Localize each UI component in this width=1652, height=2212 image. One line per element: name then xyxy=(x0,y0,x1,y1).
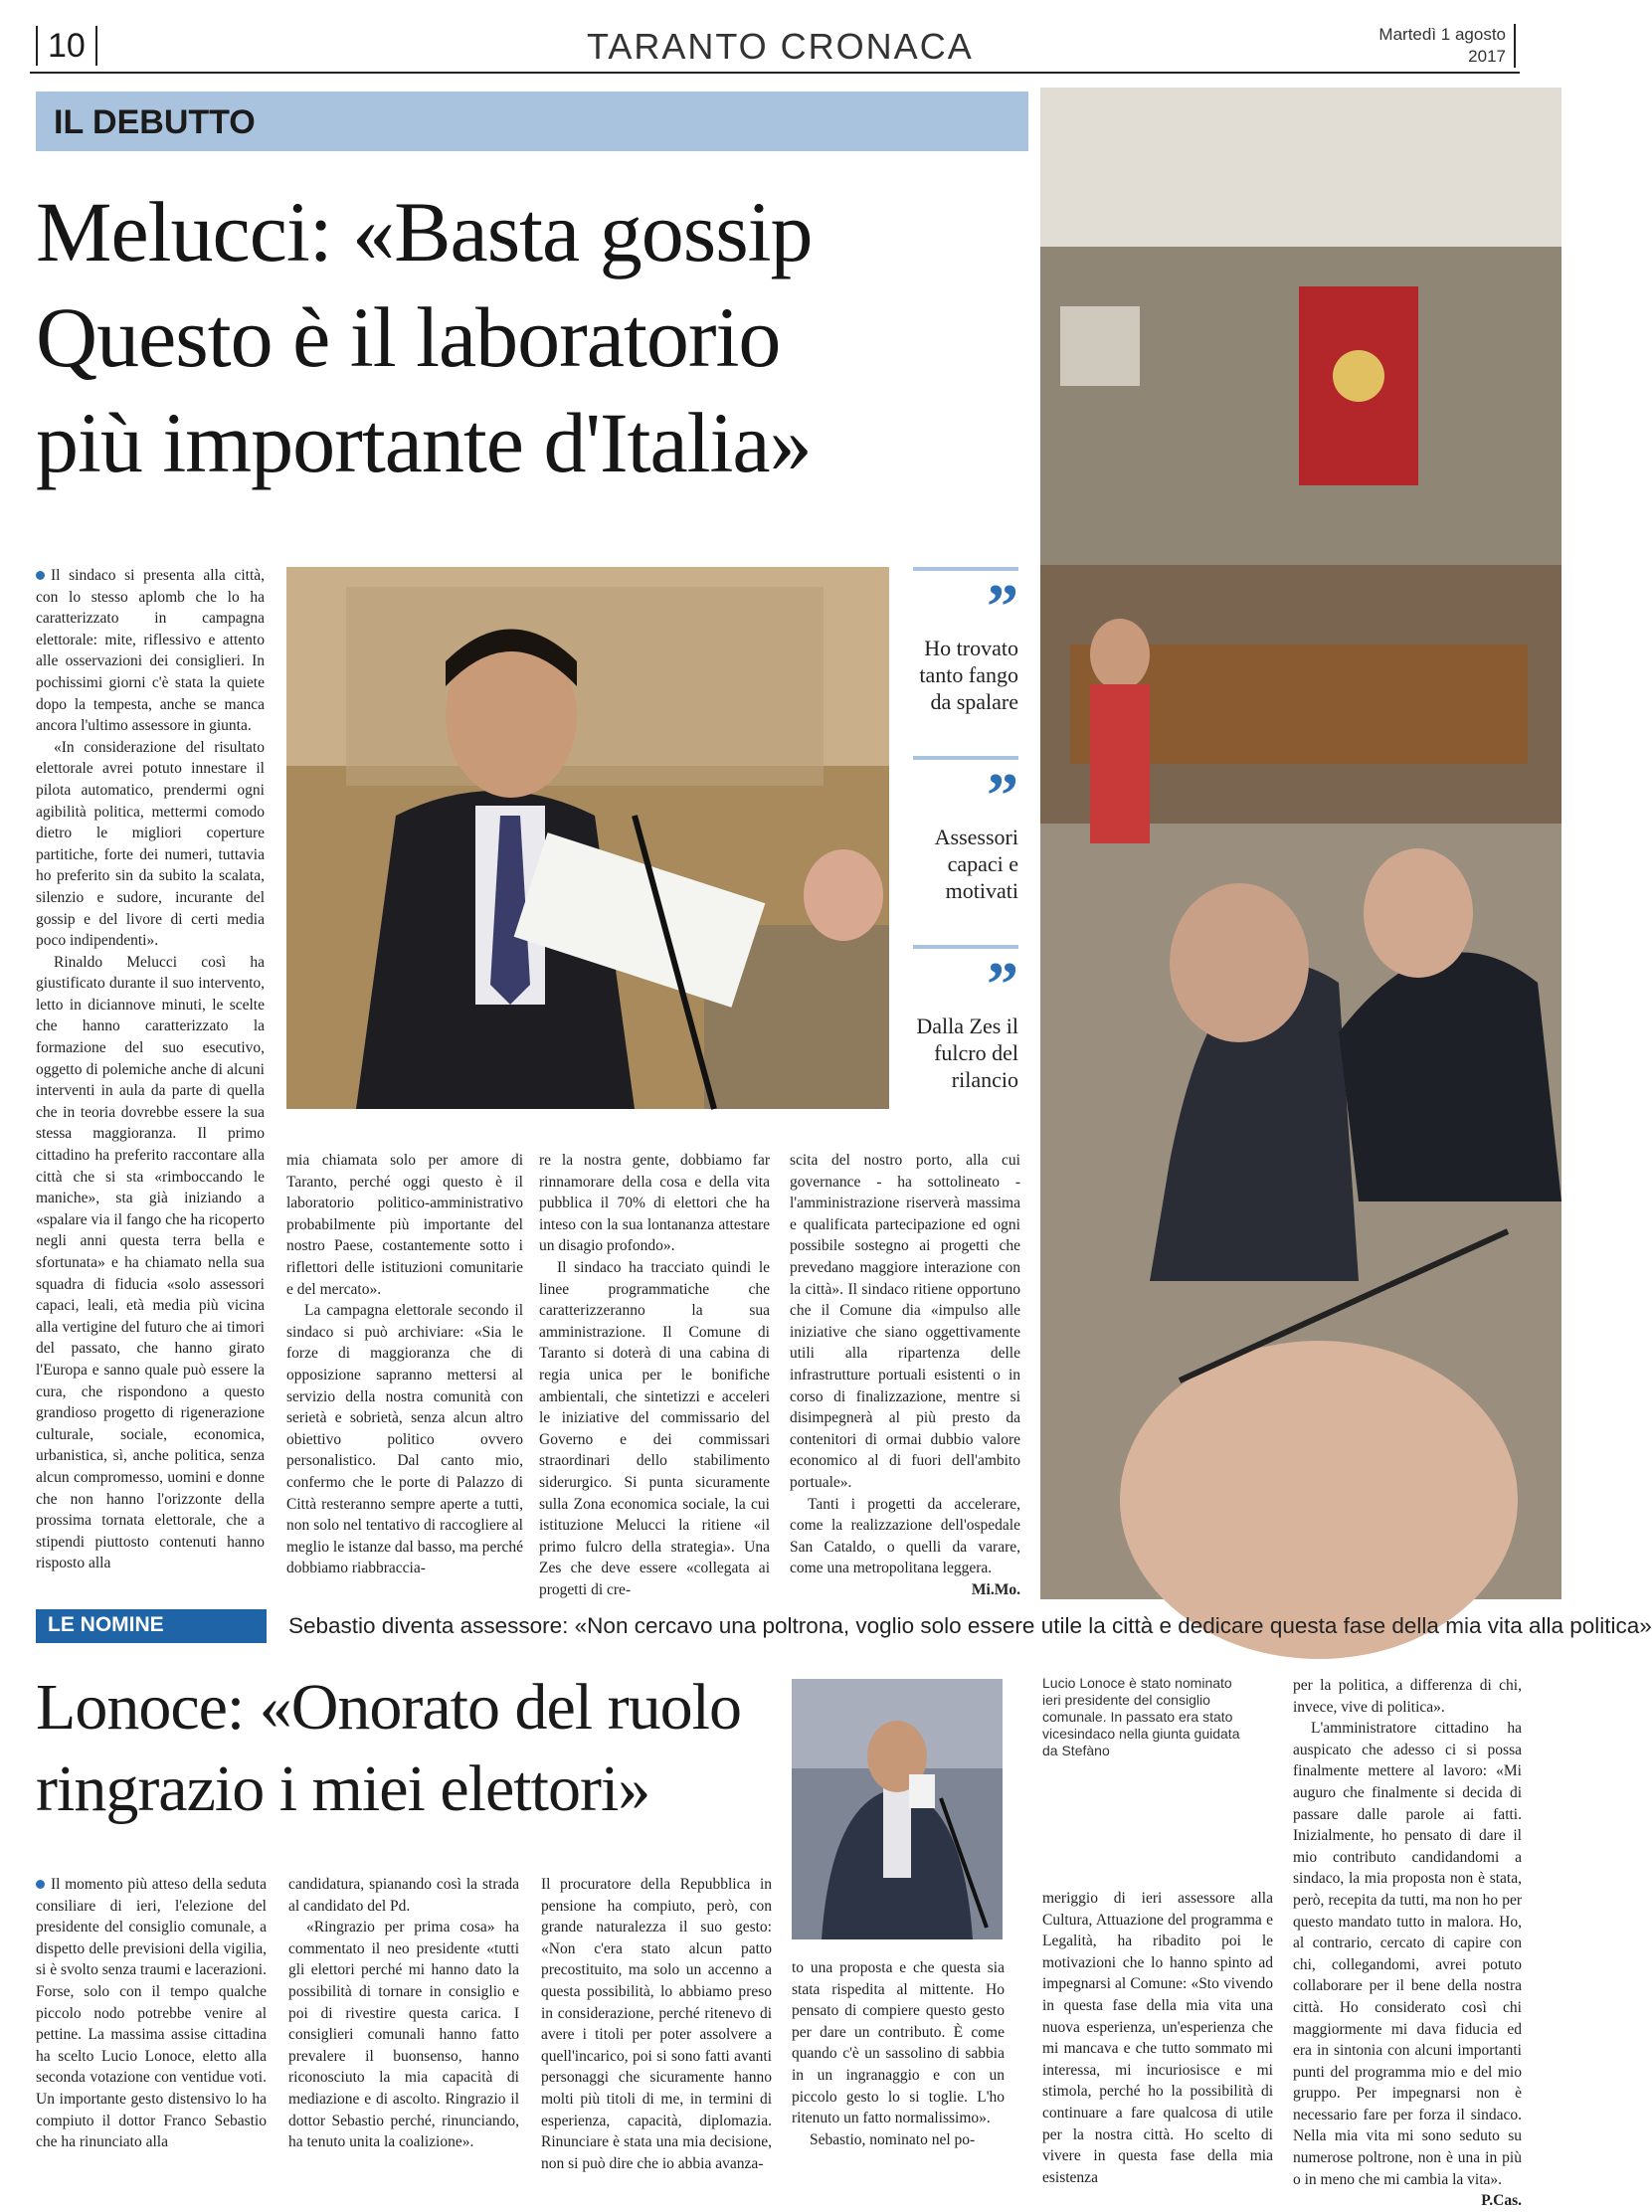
paragraph xyxy=(36,1874,267,2153)
pullquote xyxy=(913,567,1018,715)
paragraph: Il sindaco ha tracciato quindi le linee programmatiche che caratterizzeranno la sua amministrazione. Il Comune di Taranto si doterà di una cabina di regia unica per le bonifiche ambientali, che sintetizzi e acceleri le iniziative del commissario del Governo e dei commissari straordinari dello stabilimento siderurgico. Si punta sicuramente sulla Zona economica sociale, la cui istituzione Melucci la ritiene «il primo fulcro della strategia». Una Zes che deve essere «collegata ai progetti di cre- xyxy=(539,1258,770,1598)
photo-lonoce xyxy=(792,1679,1003,1939)
page-number: 10 xyxy=(36,26,97,66)
section-title: Sebastio diventa assessore: «Non cercavo una poltrona, voglio solo essere utile la città e dedicare questa fase della mia vita alla politica» xyxy=(288,1613,1652,1638)
pullquote xyxy=(913,945,1018,1093)
paragraph: per la politica, a differenza di chi, invece, vive di politica». xyxy=(1293,1677,1522,1716)
quote-mark-icon: ” xyxy=(987,760,1018,830)
paragraph: candidatura, spianando così la strada al candidato del Pd. xyxy=(288,1876,519,1915)
paragraph-text: Il sindaco si presenta alla città, con lo stesso aplomb che lo ha caratterizzato in campagna elettorale: mite, riflessivo e attento alle osservazioni dei consiglieri. In pochissimi giorni c'è stata la quiete dopo la tempesta, anche se manca ancora l'ultimo assessore in giunta. xyxy=(36,567,265,735)
paragraph: «Ringrazio per prima cosa» ha commentato il neo presidente «tutti gli elettori perché mi hanno dato la possibilità di tornare in consiglio e poi di rivestire questa carica. I consiglieri comunali hanno fatto prevalere il buonsenso, hanno riconosciuto la mia capacità di mediazione e di ascolto. Ringrazio il dottor Sebastio perché, rinunciando, ha tenuto unita la coalizione». xyxy=(288,1919,519,2151)
paragraph: La campagna elettorale secondo il sindaco si può archiviare: «Sia le forze di maggioranza che di opposizione sapranno mettersi al servizio della nostra comunità con serietà e sobrietà, senza alcun altro obiettivo politico ovvero personalistico. Dal canto mio, confermo che le porte di Palazzo di Città resteranno sempre aperte a tutti, non solo nel tentativo di raccogliere al meglio le istanze dal basso, ma perché dobbiamo riabbraccia- xyxy=(286,1302,524,1577)
issue-date-line2: 2017 xyxy=(1468,47,1506,66)
article2-headline-line: Lonoce: «Onorato del ruolo xyxy=(36,1671,741,1744)
bullet-icon xyxy=(36,1880,45,1889)
paragraph: meriggio di ieri assessore alla Cultura, Attuazione del programma e Legalità, ha ribadito poi le motivazioni che lo hanno spinto ad impegnarsi al Comune: «Sto vivendo in questa fase della mia vita una nuova esperienza, un'esperienza che mi mancava e che tutto sommato mi interessa, mi incuriosisce e mi stimola, perché ho la possibilità di continuare a fare qualcosa di utile per la nostra città. Ho scelto di vivere in questa fase della mia esistenza xyxy=(1042,1890,1273,2186)
article1-col4 xyxy=(790,1150,1020,1600)
section-label: LE NOMINE xyxy=(48,1613,164,1636)
article2-col6 xyxy=(1293,1675,1522,2212)
paragraph: Rinaldo Melucci così ha giustificato durante il suo intervento, letto in diciannove minuti, le scelte che hanno caratterizzato la formazione del suo esecutivo, oggetto di polemiche anche di alcuni interventi in aula da parte di quella che in teoria dovrebbe essere la sua stessa maggioranza. Il primo cittadino ha preferito raccontare alla città che si sta «rimboccando le maniche», sta già iniziando a «spalare via il fango che ha ricoperto negli anni questa terra bella e sfortunata» e ha chiamato nella sua squadra di fiducia «solo assessori capaci, leali, età media più vicina alla vertigine del futuro che ai timori del passato, che hanno girato l'Europa e sanno quale può essere la cura, che rispondono a questo grandioso progetto di rigenerazione culturale, sociale, economica, urbanistica, sì, anche politica, senza alcun compromesso, uomini e donne che non hanno l'orizzonte della prossima tornata elettorale, che a stipendi piuttosto contenuti hanno risposto alla xyxy=(36,953,265,1572)
article1-signature: Mi.Mo. xyxy=(971,1580,1020,1598)
photo-caption: Lucio Lonoce è stato nominato ieri presidente del consiglio comunale. In passato era stato vicesindaco nella giunta guidata da Stefàno xyxy=(1042,1675,1240,1758)
article1-headline xyxy=(36,179,1030,495)
photo-lonoce-illustration xyxy=(792,1679,1003,1939)
article1-headline-line: più importante d'Italia» xyxy=(36,395,812,490)
paragraph: mia chiamata solo per amore di Taranto, perché oggi questo è il laboratorio politico-amministrativo probabilmente più importante del nostro Paese, costantemente sotto i riflettori delle istituzioni comunitarie e del mercato». xyxy=(286,1152,523,1298)
paragraph: re la nostra gente, dobbiamo far rinnamorare della cosa e della vita pubblica il 70% di elettori che ha inteso con la sua lontananza attestare un disagio profondo». xyxy=(539,1152,770,1255)
paragraph: Tanti i progetti da accelerare, come la realizzazione dell'ospedale San Cataldo, o quelli da varare, come una metropolitana leggera. xyxy=(790,1495,1020,1577)
photo-council-illustration xyxy=(1040,88,1561,1599)
bullet-icon xyxy=(36,571,45,580)
pullquote-text: Dalla Zes il fulcro del rilancio xyxy=(916,1014,1018,1092)
issue-date xyxy=(1347,24,1516,68)
quote-mark-icon: ” xyxy=(987,571,1018,642)
photo-melucci-illustration xyxy=(286,567,889,1109)
article1-col1 xyxy=(36,565,265,1574)
article2-col1 xyxy=(36,1874,267,2153)
article1-headline-line: Questo è il laboratorio xyxy=(36,289,781,385)
paragraph: scita del nostro porto, alla cui governance - ha sottolineato - l'amministrazione riserverà massima e qualificata partecipazione ed ogni possibile sostegno ai progetti che prevedano maggiore interazione con la città». Il sindaco ritiene opportuno che il Comune dia «impulso alle iniziative che siano oggettivamente utili alla ripartenza delle infrastrutture portuali esistenti o in corso di finalizzazione, mentre si disimpegnerà al più presto da contenitori di ormai dubbio valore economico al di fuori dell'ambito portuale». xyxy=(790,1152,1020,1491)
paragraph: Sebastio, nominato nel po- xyxy=(810,2130,976,2148)
paragraph xyxy=(36,565,265,737)
quote-mark-icon: ” xyxy=(987,949,1018,1019)
paragraph: L'amministratore cittadino ha auspicato che adesso ci si possa finalmente mettere al lavoro: «Mi auguro che finalmente si decida di passare dalle parole ai fatti. Inizialmente, ho pensato di dare il mio contributo candidandomi a sindaco, la mia proposta non è stata, però, recepita da tutti, ma non ho per questo mandato tutto in malora. Ho, al contrario, cercato di capire con chi, collegandomi, avrei potuto collaborare per il bene della nostra città. Ho considerato così chi maggiormente mi dava fiducia ed era in sintonia con alcuni importanti punti del programma mio e del mio gruppo. Per impegnarsi non è necessario fare per forza il sindaco. Nella mia vita mi sono seduto su numerose poltrone, non è una in più o in meno che mi cambia la vita». xyxy=(1293,1720,1522,2188)
article2-headline xyxy=(36,1667,792,1830)
pullquote xyxy=(913,756,1018,904)
photo-melucci-speaking xyxy=(286,567,889,1109)
article1-headline-line: Melucci: «Basta gossip xyxy=(36,184,813,279)
article2-col2 xyxy=(288,1874,519,2153)
article2-col4 xyxy=(792,1957,1005,2150)
pullquote-text: Ho trovato tanto fango da spalare xyxy=(919,636,1018,714)
article1-kicker: IL DEBUTTO xyxy=(54,103,256,141)
paragraph: to una proposta e che questa sia stata rispedita al mittente. Ho pensato di compiere questo gesto per dare un contributo. È come quando c'è un sassolino di sabbia in un ingranaggio e con un piccolo gesto lo si toglie. L'ho ritenuto un fatto normalissimo». xyxy=(792,1959,1005,2127)
paragraph-text: Il momento più atteso della seduta consiliare di ieri, l'elezione del presidente del consiglio comunale, a dispetto delle previsioni della vigilia, si è svolto senza traumi e lacerazioni. Forse, solo con il tempo qualche piccolo nodo potrebbe venire al pettine. La massima assise cittadina ha scelto Lucio Lonoce, eletto alla seconda votazione con ventidue voti. Un importante gesto distensivo lo ha compiuto il dottor Franco Sebastio che ha rinunciato alla xyxy=(36,1876,267,2151)
paragraph: «In considerazione del risultato elettorale avrei potuto innestare il pilota automatico, prendermi ogni agibilità politica, mettermi comodo dietro le migliori coperture partitiche, forte dei numeri, tuttavia ho preferito sin da subito la scalata, silenzio e sudore, incurante del gossip e del livore di certi media poco indipendenti». xyxy=(36,738,265,950)
article2-col3 xyxy=(541,1874,772,2174)
article2-col5 xyxy=(1042,1888,1273,2188)
article2-signature: P.Cas. xyxy=(1481,2192,1522,2210)
photo-council-chamber xyxy=(1040,88,1561,1599)
page-header xyxy=(30,22,1520,74)
article1-col3 xyxy=(539,1150,770,1600)
issue-date-line1: Martedì 1 agosto xyxy=(1378,25,1506,44)
masthead: TARANTO CRONACA xyxy=(587,26,974,67)
article2-headline-line: ringrazio i miei elettori» xyxy=(36,1752,650,1825)
article1-col2 xyxy=(286,1150,523,1579)
pullquote-text: Assessori capaci e motivati xyxy=(934,825,1018,903)
paragraph: Il procuratore della Repubblica in pensione ha compiuto, però, con grande naturalezza il suo gesto: «Non c'era stato alcun patto precostituito, ma solo un accenno a questa possibilità, lo abbiamo preso in considerazione, perché ritenevo di avere i titoli per poter assolvere a quell'incarico, poi si sono fatti avanti personaggi che sicuramente hanno molti più titoli di me, in termini di esperienza, capacità, diplomazia. Rinunciare è stata una mia decisione, non si può dire che io abbia avanza- xyxy=(541,1876,772,2172)
